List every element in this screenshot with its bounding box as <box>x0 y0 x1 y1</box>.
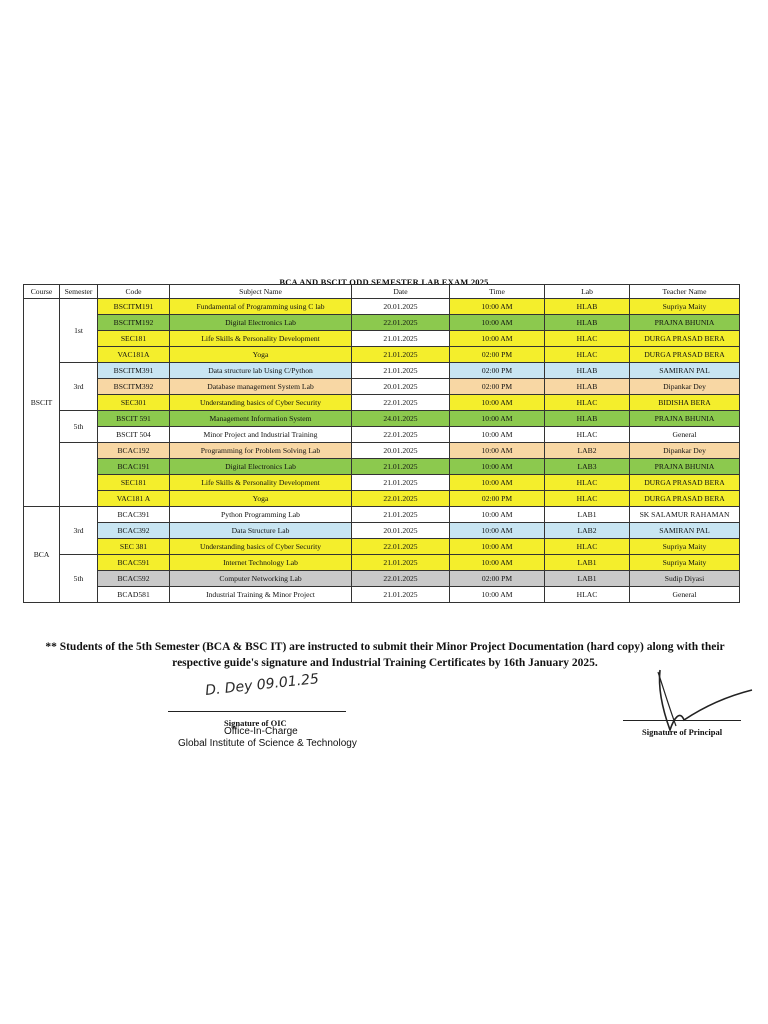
institute-name: Global Institute of Science & Technology <box>178 738 357 749</box>
table-row <box>24 571 740 587</box>
teacher-cell: PRAJNA BHUNIA <box>630 459 740 475</box>
lab-cell: HLAB <box>545 315 630 331</box>
date-cell: 20.01.2025 <box>352 443 450 459</box>
code-cell: VAC181A <box>98 347 170 363</box>
code-cell: VAC181 A <box>98 491 170 507</box>
code-cell: BCAC191 <box>98 459 170 475</box>
subject-cell: Internet Technology Lab <box>170 555 352 571</box>
table-row <box>24 475 740 491</box>
code-cell: BSCIT 504 <box>98 427 170 443</box>
table-row <box>24 315 740 331</box>
date-cell: 21.01.2025 <box>352 587 450 603</box>
document-title: BCA AND BSCIT ODD SEMESTER LAB EXAM 2025 <box>279 277 489 287</box>
table-row <box>24 523 740 539</box>
date-cell: 20.01.2025 <box>352 379 450 395</box>
table-row <box>24 491 740 507</box>
subject-cell: Data structure lab Using C/Python <box>170 363 352 379</box>
code-cell: BCAC392 <box>98 523 170 539</box>
principal-signature-line <box>623 720 741 721</box>
date-cell: 21.01.2025 <box>352 331 450 347</box>
teacher-cell: Sudip Diyasi <box>630 571 740 587</box>
notice-line-2: respective guide's signature and Industrial Training Certificates by 16th January 2025. <box>172 657 598 669</box>
table-row <box>24 331 740 347</box>
time-cell: 02:00 PM <box>450 571 545 587</box>
table-row <box>24 587 740 603</box>
teacher-cell: Supriya Maity <box>630 299 740 315</box>
time-cell: 02:00 PM <box>450 379 545 395</box>
handwritten-initials: D. Dey 09.01.25 <box>204 671 320 699</box>
semester-cell: 1st <box>60 299 98 363</box>
teacher-cell: DURGA PRASAD BERA <box>630 347 740 363</box>
table-row <box>24 299 740 315</box>
table-body <box>24 299 740 603</box>
teacher-cell: Dipankar Dey <box>630 379 740 395</box>
teacher-cell: SAMIRAN PAL <box>630 523 740 539</box>
subject-cell: Digital Electronics Lab <box>170 459 352 475</box>
date-cell: 22.01.2025 <box>352 539 450 555</box>
teacher-cell: DURGA PRASAD BERA <box>630 331 740 347</box>
semester-cell: 3rd <box>60 363 98 411</box>
code-cell: BSCIT 591 <box>98 411 170 427</box>
lab-cell: LAB1 <box>545 507 630 523</box>
time-cell: 02:00 PM <box>450 347 545 363</box>
lab-cell: HLAC <box>545 395 630 411</box>
time-cell: 10:00 AM <box>450 427 545 443</box>
teacher-cell: DURGA PRASAD BERA <box>630 491 740 507</box>
code-cell: BCAC391 <box>98 507 170 523</box>
code-cell: BSCITM191 <box>98 299 170 315</box>
header-lab: Lab <box>545 285 630 299</box>
table-row <box>24 459 740 475</box>
oic-signature-line <box>168 711 346 712</box>
code-cell: BCAC592 <box>98 571 170 587</box>
time-cell: 10:00 AM <box>450 539 545 555</box>
lab-cell: HLAC <box>545 587 630 603</box>
subject-cell: Database management System Lab <box>170 379 352 395</box>
table-row <box>24 507 740 523</box>
header-code: Code <box>98 285 170 299</box>
time-cell: 10:00 AM <box>450 475 545 491</box>
code-cell: BCAD581 <box>98 587 170 603</box>
semester-cell: 5th <box>60 555 98 603</box>
time-cell: 10:00 AM <box>450 523 545 539</box>
office-in-charge-stamp: Office-In-Charge <box>224 726 298 737</box>
teacher-cell: PRAJNA BHUNIA <box>630 315 740 331</box>
teacher-cell: SAMIRAN PAL <box>630 363 740 379</box>
subject-cell: Yoga <box>170 491 352 507</box>
subject-cell: Minor Project and Industrial Training <box>170 427 352 443</box>
code-cell: BSCITM192 <box>98 315 170 331</box>
subject-cell: Understanding basics of Cyber Security <box>170 395 352 411</box>
time-cell: 10:00 AM <box>450 331 545 347</box>
notice <box>24 639 746 671</box>
subject-cell: Data Structure Lab <box>170 523 352 539</box>
semester-cell: 3rd <box>60 507 98 555</box>
teacher-cell: SK SALAMUR RAHAMAN <box>630 507 740 523</box>
date-cell: 20.01.2025 <box>352 523 450 539</box>
date-cell: 21.01.2025 <box>352 347 450 363</box>
date-cell: 21.01.2025 <box>352 475 450 491</box>
table-row <box>24 539 740 555</box>
semester-cell: 5th <box>60 411 98 443</box>
subject-cell: Yoga <box>170 347 352 363</box>
lab-cell: HLAB <box>545 411 630 427</box>
date-cell: 22.01.2025 <box>352 315 450 331</box>
subject-cell: Fundamental of Programming using C lab <box>170 299 352 315</box>
time-cell: 10:00 AM <box>450 459 545 475</box>
subject-cell: Life Skills & Personality Development <box>170 331 352 347</box>
time-cell: 10:00 AM <box>450 411 545 427</box>
time-cell: 02:00 PM <box>450 491 545 507</box>
time-cell: 02:00 PM <box>450 363 545 379</box>
date-cell: 22.01.2025 <box>352 491 450 507</box>
table-row <box>24 411 740 427</box>
subject-cell: Management Information System <box>170 411 352 427</box>
code-cell: BSCITM391 <box>98 363 170 379</box>
lab-cell: HLAC <box>545 475 630 491</box>
code-cell: BCAC591 <box>98 555 170 571</box>
date-cell: 22.01.2025 <box>352 395 450 411</box>
subject-cell: Digital Electronics Lab <box>170 315 352 331</box>
header-course: Course <box>24 285 60 299</box>
subject-cell: Computer Networking Lab <box>170 571 352 587</box>
code-cell: SEC181 <box>98 475 170 491</box>
lab-cell: LAB1 <box>545 571 630 587</box>
subject-cell: Industrial Training & Minor Project <box>170 587 352 603</box>
lab-cell: LAB1 <box>545 555 630 571</box>
subject-cell: Python Programming Lab <box>170 507 352 523</box>
lab-cell: HLAB <box>545 379 630 395</box>
subject-cell: Understanding basics of Cyber Security <box>170 539 352 555</box>
table-row <box>24 443 740 459</box>
code-cell: SEC181 <box>98 331 170 347</box>
teacher-cell: General <box>630 587 740 603</box>
teacher-cell: General <box>630 427 740 443</box>
course-cell: BSCIT <box>24 299 60 507</box>
header-time: Time <box>450 285 545 299</box>
lab-cell: HLAB <box>545 299 630 315</box>
exam-schedule-table <box>23 284 740 603</box>
subject-cell: Programming for Problem Solving Lab <box>170 443 352 459</box>
date-cell: 21.01.2025 <box>352 459 450 475</box>
time-cell: 10:00 AM <box>450 315 545 331</box>
signature-principal-label: Signature of Principal <box>642 727 723 737</box>
time-cell: 10:00 AM <box>450 507 545 523</box>
header-subject-name: Subject Name <box>170 285 352 299</box>
signature-oic-label: Signature of OIC <box>224 718 287 728</box>
lab-cell: LAB3 <box>545 459 630 475</box>
teacher-cell: BIDISHA BERA <box>630 395 740 411</box>
header-semester: Semester <box>60 285 98 299</box>
notice-line-1: ** Students of the 5th Semester (BCA & BSC IT) are instructed to submit their Minor Project Documentation (hard copy) along with their <box>45 641 725 653</box>
time-cell: 10:00 AM <box>450 395 545 411</box>
lab-cell: HLAC <box>545 539 630 555</box>
date-cell: 21.01.2025 <box>352 507 450 523</box>
code-cell: SEC 381 <box>98 539 170 555</box>
table-row <box>24 555 740 571</box>
table-row <box>24 347 740 363</box>
header-date: Date <box>352 285 450 299</box>
time-cell: 10:00 AM <box>450 587 545 603</box>
lab-cell: LAB2 <box>545 523 630 539</box>
code-cell: SEC301 <box>98 395 170 411</box>
date-cell: 24.01.2025 <box>352 411 450 427</box>
time-cell: 10:00 AM <box>450 299 545 315</box>
lab-cell: HLAC <box>545 331 630 347</box>
lab-cell: HLAB <box>545 363 630 379</box>
date-cell: 21.01.2025 <box>352 363 450 379</box>
header-teacher-name: Teacher Name <box>630 285 740 299</box>
table-header-row <box>24 285 740 299</box>
table-row <box>24 427 740 443</box>
teacher-cell: Dipankar Dey <box>630 443 740 459</box>
teacher-cell: PRAJNA BHUNIA <box>630 411 740 427</box>
lab-cell: LAB2 <box>545 443 630 459</box>
semester-cell <box>60 443 98 507</box>
date-cell: 22.01.2025 <box>352 427 450 443</box>
lab-cell: HLAC <box>545 427 630 443</box>
date-cell: 20.01.2025 <box>352 299 450 315</box>
date-cell: 22.01.2025 <box>352 571 450 587</box>
date-cell: 21.01.2025 <box>352 555 450 571</box>
teacher-cell: Supriya Maity <box>630 539 740 555</box>
code-cell: BCAC192 <box>98 443 170 459</box>
course-cell: BCA <box>24 507 60 603</box>
table-row <box>24 379 740 395</box>
table-row <box>24 395 740 411</box>
teacher-cell: DURGA PRASAD BERA <box>630 475 740 491</box>
time-cell: 10:00 AM <box>450 555 545 571</box>
teacher-cell: Supriya Maity <box>630 555 740 571</box>
table-row <box>24 363 740 379</box>
time-cell: 10:00 AM <box>450 443 545 459</box>
code-cell: BSCITM392 <box>98 379 170 395</box>
lab-cell: HLAC <box>545 491 630 507</box>
lab-cell: HLAC <box>545 347 630 363</box>
subject-cell: Life Skills & Personality Development <box>170 475 352 491</box>
